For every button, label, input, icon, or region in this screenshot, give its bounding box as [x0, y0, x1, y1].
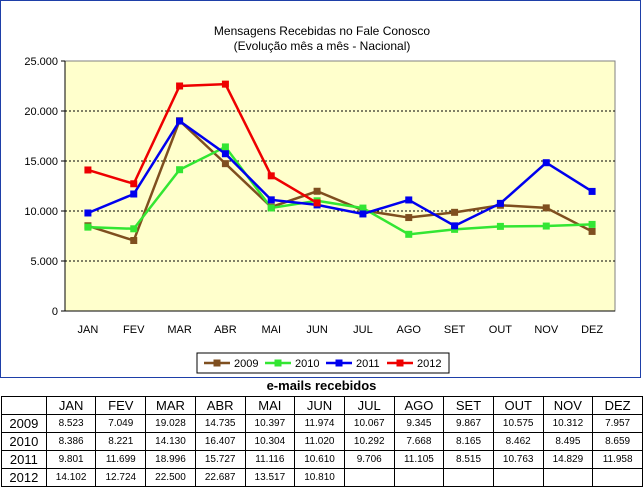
table-year-cell: 2011 — [2, 451, 47, 469]
table-cell: 11.958 — [593, 451, 643, 469]
plot-area — [65, 61, 615, 311]
y-tick-label: 25.000 — [24, 56, 58, 68]
x-tick-label: AGO — [396, 324, 421, 336]
data-point-2011 — [359, 210, 366, 217]
table-cell: 10.397 — [245, 415, 295, 433]
legend-label-2009: 2009 — [234, 358, 259, 370]
table-row — [2, 415, 643, 433]
x-tick-label: SET — [443, 324, 466, 336]
table-header-row — [2, 397, 643, 415]
table-cell: 16.407 — [195, 433, 245, 451]
table-cell: 14.130 — [146, 433, 196, 451]
table-cell: 11.699 — [96, 451, 146, 469]
y-tick-label: 5.000 — [30, 256, 58, 268]
data-point-2010 — [268, 204, 275, 211]
data-point-2011 — [84, 209, 91, 216]
table-cell: 9.867 — [444, 415, 494, 433]
table-cell — [344, 469, 394, 487]
table-cell: 9.345 — [394, 415, 444, 433]
data-point-2010 — [84, 224, 91, 231]
table-header-cell: JUL — [344, 397, 394, 415]
table-cell: 9.801 — [46, 451, 96, 469]
table-header-cell: ABR — [195, 397, 245, 415]
data-point-2009 — [543, 204, 550, 211]
table-cell: 10.810 — [295, 469, 345, 487]
table-cell: 11.020 — [295, 433, 345, 451]
x-tick-label: MAR — [167, 324, 192, 336]
table-corner-cell — [2, 397, 47, 415]
table-cell: 8.523 — [46, 415, 96, 433]
data-point-2010 — [497, 223, 504, 230]
table-year-cell: 2012 — [2, 469, 47, 487]
data-point-2010 — [130, 225, 137, 232]
legend — [197, 353, 449, 373]
table-cell: 9.706 — [344, 451, 394, 469]
legend-marker-2011 — [336, 360, 343, 367]
data-point-2012 — [176, 83, 183, 90]
data-point-2009 — [451, 209, 458, 216]
table-header-cell: OUT — [493, 397, 543, 415]
table-cell: 7.668 — [394, 433, 444, 451]
data-point-2012 — [268, 172, 275, 179]
table-cell: 7.957 — [593, 415, 643, 433]
data-point-2011 — [543, 159, 550, 166]
legend-marker-2012 — [397, 360, 404, 367]
y-axis — [24, 56, 65, 318]
legend-label-2011: 2011 — [356, 358, 380, 370]
table-cell: 14.735 — [195, 415, 245, 433]
data-point-2011 — [589, 188, 596, 195]
table-cell: 8.165 — [444, 433, 494, 451]
table-header-cell: AGO — [394, 397, 444, 415]
chart-title: Mensagens Recebidas no Fale Conosco — [213, 24, 431, 38]
table-cell: 11.116 — [245, 451, 295, 469]
table-cell — [543, 469, 593, 487]
table-cell: 12.724 — [96, 469, 146, 487]
table-header-cell: MAR — [146, 397, 196, 415]
table-cell: 10.304 — [245, 433, 295, 451]
table-cell: 8.515 — [444, 451, 494, 469]
table-cell — [593, 469, 643, 487]
legend-label-2010: 2010 — [295, 358, 320, 370]
table-cell: 10.312 — [543, 415, 593, 433]
y-tick-label: 10.000 — [24, 206, 58, 218]
table-cell: 10.575 — [493, 415, 543, 433]
x-tick-label: JUN — [306, 324, 328, 336]
table-cell: 15.727 — [195, 451, 245, 469]
data-point-2009 — [314, 188, 321, 195]
data-point-2010 — [405, 231, 412, 238]
data-point-2011 — [130, 191, 137, 198]
data-point-2012 — [222, 81, 229, 88]
y-tick-label: 15.000 — [24, 156, 58, 168]
x-tick-label: NOV — [534, 324, 559, 336]
table-cell: 14.829 — [543, 451, 593, 469]
table-cell: 10.610 — [295, 451, 345, 469]
table-cell: 7.049 — [96, 415, 146, 433]
x-tick-label: FEV — [123, 324, 145, 336]
x-tick-label: JAN — [77, 324, 99, 336]
x-tick-label: JUL — [353, 324, 373, 336]
data-point-2011 — [451, 222, 458, 229]
table-cell: 10.067 — [344, 415, 394, 433]
x-tick-label: MAI — [261, 324, 282, 336]
data-point-2012 — [84, 166, 91, 173]
x-axis — [65, 311, 615, 336]
y-tick-label: 20.000 — [24, 106, 58, 118]
table-year-cell: 2010 — [2, 433, 47, 451]
table-cell: 14.102 — [46, 469, 96, 487]
line-chart — [1, 1, 642, 379]
data-table — [1, 396, 643, 487]
table-cell: 22.500 — [146, 469, 196, 487]
table-title: e-mails recebidos — [266, 378, 377, 393]
table-cell: 13.517 — [245, 469, 295, 487]
table-header-cell: SET — [444, 397, 494, 415]
table-cell: 11.974 — [295, 415, 345, 433]
table-header-cell: NOV — [543, 397, 593, 415]
x-tick-label: ABR — [214, 324, 237, 336]
data-point-2009 — [589, 228, 596, 235]
table-header-cell: DEZ — [593, 397, 643, 415]
table-row — [2, 433, 643, 451]
table-year-cell: 2009 — [2, 415, 47, 433]
legend-marker-2010 — [275, 360, 282, 367]
table-cell: 10.763 — [493, 451, 543, 469]
table-cell — [493, 469, 543, 487]
data-point-2009 — [222, 160, 229, 167]
data-point-2009 — [405, 214, 412, 221]
x-tick-label: DEZ — [581, 324, 604, 336]
y-tick-label: 0 — [51, 306, 58, 318]
table-cell — [394, 469, 444, 487]
data-point-2009 — [130, 237, 137, 244]
data-point-2011 — [222, 150, 229, 157]
x-tick-label: OUT — [488, 324, 513, 336]
table-cell: 8.495 — [543, 433, 593, 451]
legend-label-2012: 2012 — [417, 358, 442, 370]
data-point-2010 — [176, 166, 183, 173]
table-cell: 10.292 — [344, 433, 394, 451]
chart-subtitle: (Evolução mês a mês - Nacional) — [233, 39, 411, 53]
data-point-2010 — [589, 221, 596, 228]
data-point-2012 — [130, 180, 137, 187]
table-row — [2, 451, 643, 469]
data-point-2011 — [268, 196, 275, 203]
table-cell: 19.028 — [146, 415, 196, 433]
table-cell: 8.221 — [96, 433, 146, 451]
data-point-2011 — [405, 196, 412, 203]
table-row — [2, 469, 643, 487]
table-cell: 8.386 — [46, 433, 96, 451]
table-cell: 22.687 — [195, 469, 245, 487]
table-cell — [444, 469, 494, 487]
table-header-cell: FEV — [96, 397, 146, 415]
table-header-cell: JAN — [46, 397, 96, 415]
table-header-cell: JUN — [295, 397, 345, 415]
table-cell: 18.996 — [146, 451, 196, 469]
data-point-2010 — [543, 223, 550, 230]
table-header-cell: MAI — [245, 397, 295, 415]
table-cell: 11.105 — [394, 451, 444, 469]
table-cell: 8.462 — [493, 433, 543, 451]
data-point-2010 — [222, 143, 229, 150]
legend-marker-2009 — [214, 360, 221, 367]
table-cell: 8.659 — [593, 433, 643, 451]
data-point-2011 — [176, 118, 183, 125]
data-point-2011 — [497, 200, 504, 207]
data-point-2012 — [314, 199, 321, 206]
